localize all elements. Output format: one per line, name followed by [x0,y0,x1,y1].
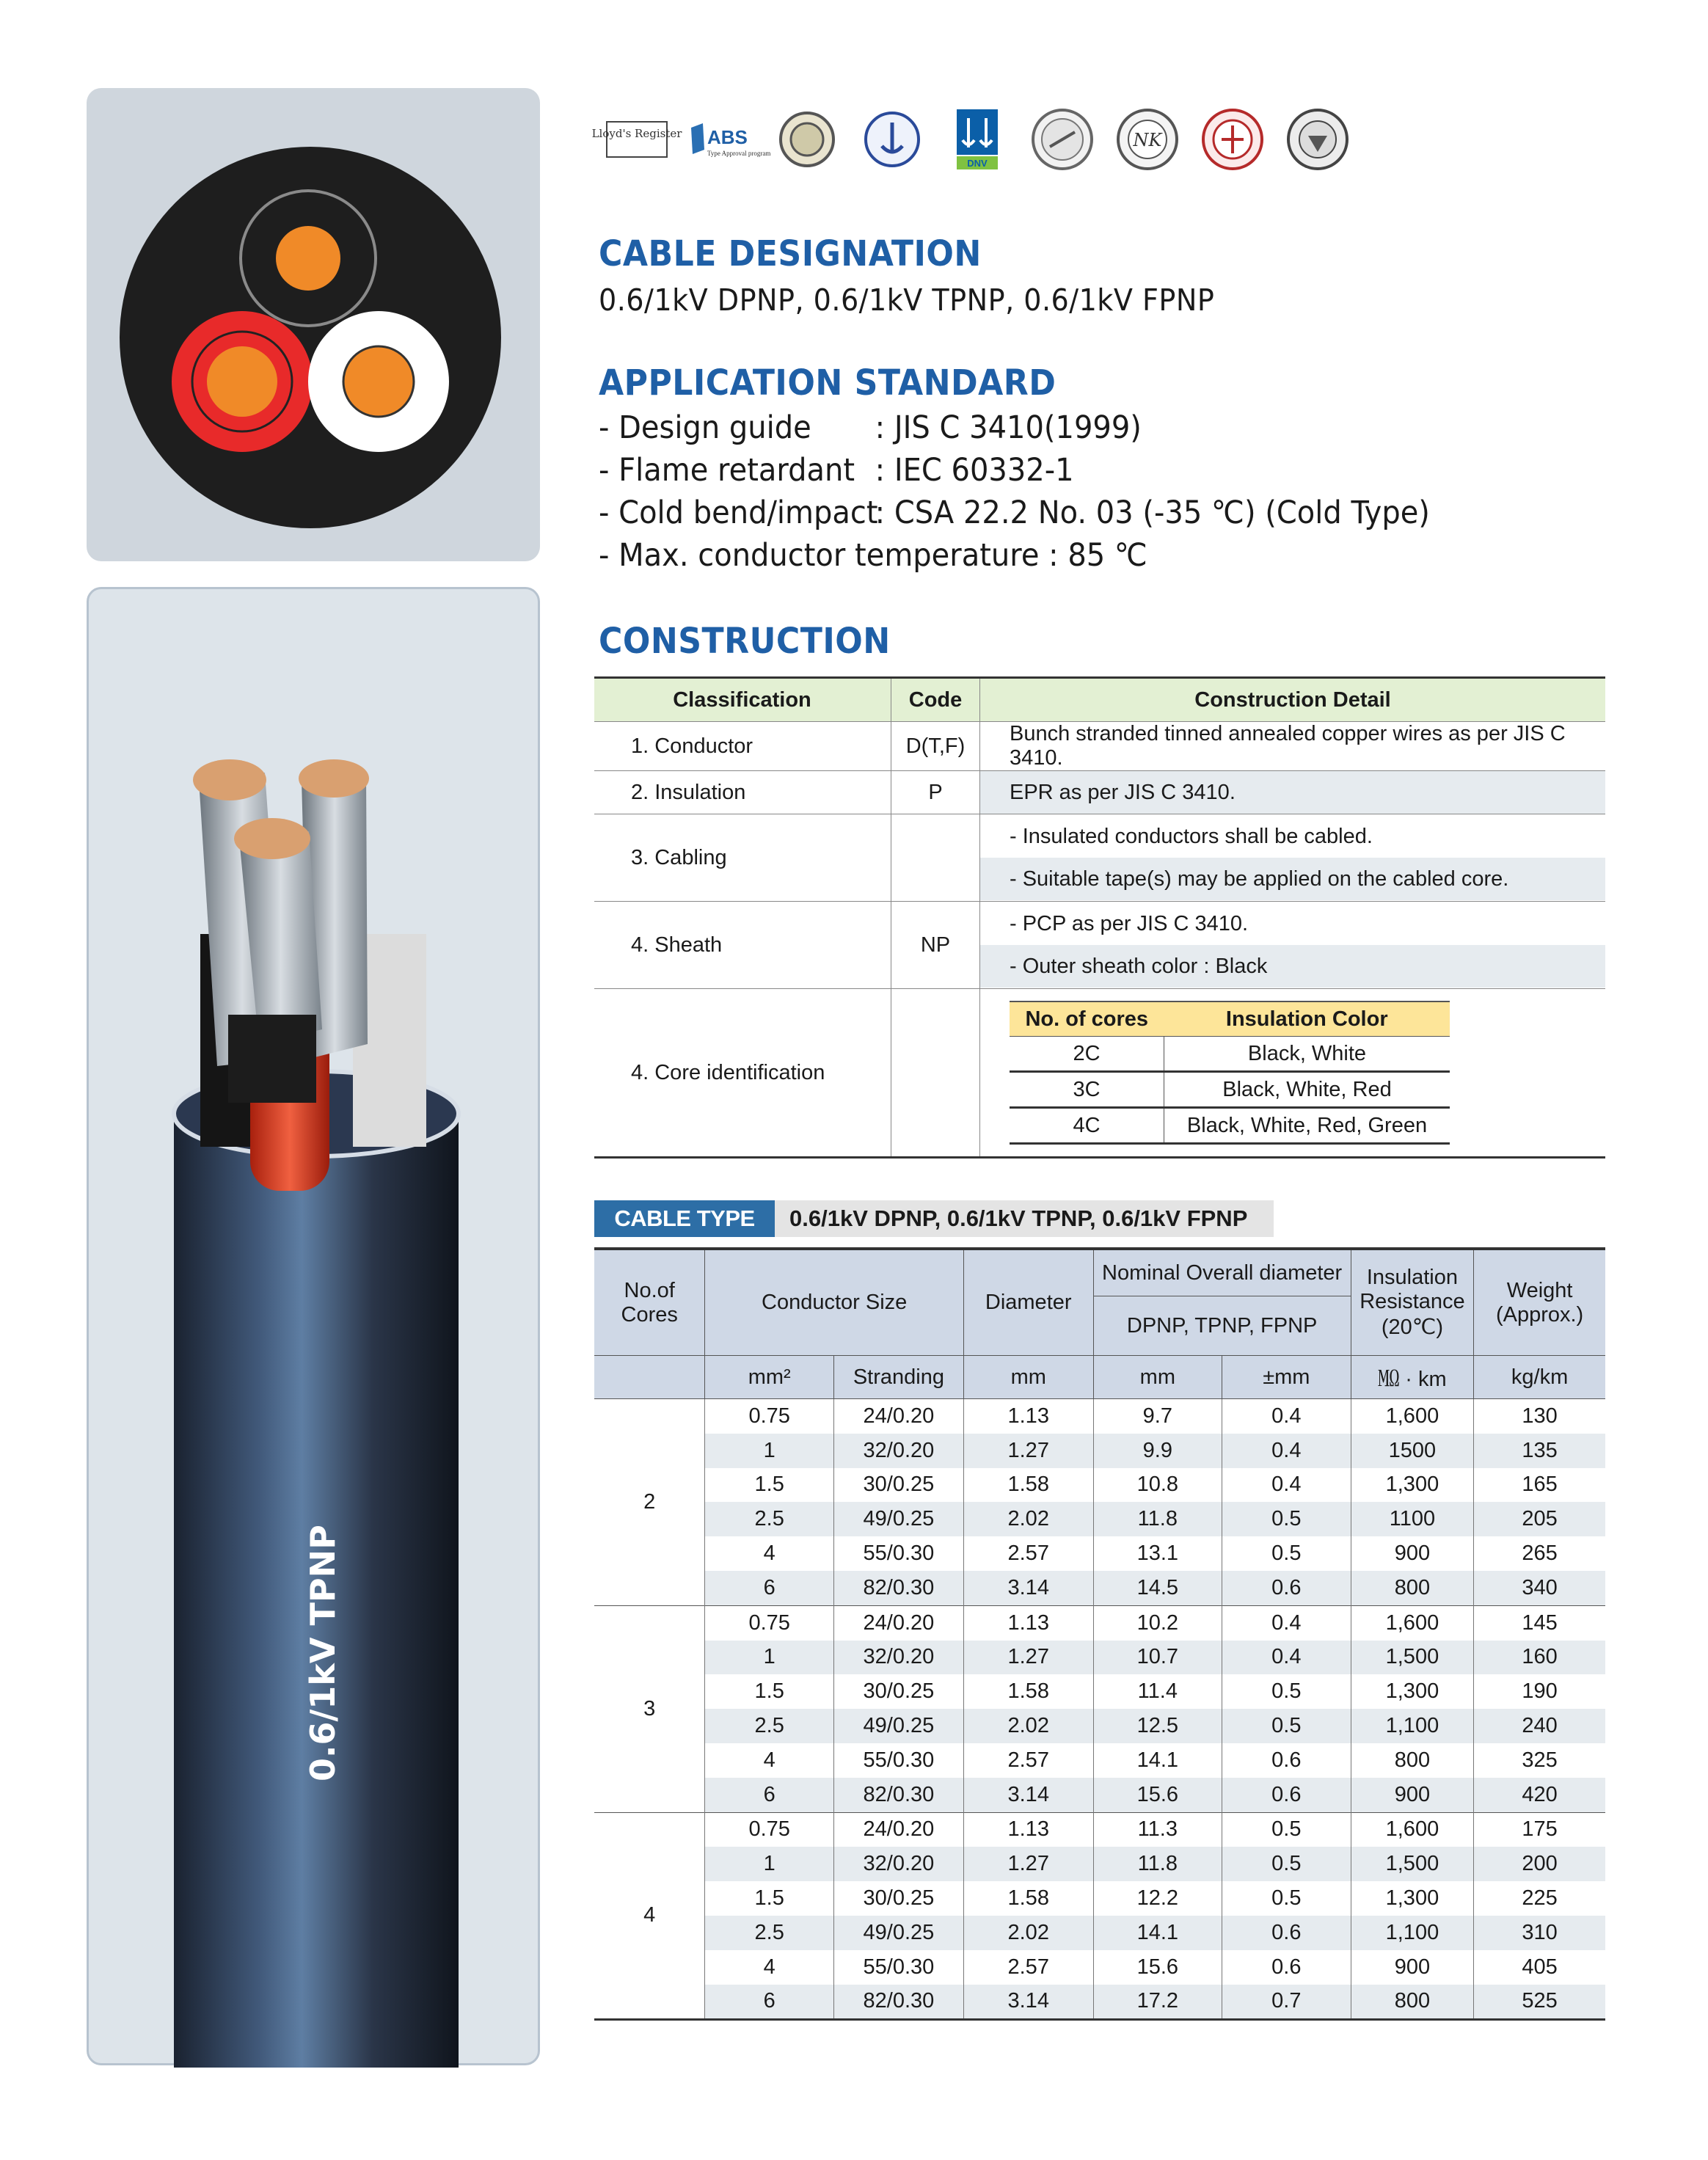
unit-mm: mm [963,1356,1093,1399]
cell-weight: 175 [1474,1812,1605,1847]
cell-weight: 160 [1474,1641,1605,1675]
core-identification-table [1010,1001,1450,1145]
cell-nominal-od: 11.8 [1093,1502,1222,1536]
cell-tolerance: 0.5 [1222,1812,1351,1847]
cell-stranding: 55/0.30 [833,1950,963,1985]
cell-tolerance: 0.5 [1222,1536,1351,1571]
nk-logo [1111,106,1184,172]
table-row [594,1812,1605,1847]
cell-size: 1.5 [705,1881,834,1916]
standard-value: : 85 ℃ [1048,537,1147,574]
standard-cold-bend [599,495,1430,531]
cell-weight: 525 [1474,1985,1605,2020]
abs-logo-text: ABS [707,126,748,148]
rina-logo [855,106,929,172]
cell-size: 1 [705,1641,834,1675]
cell-tolerance: 0.5 [1222,1709,1351,1743]
bv-logo [770,106,844,172]
table-row [594,1847,1605,1881]
cell-cores: 4 [594,1812,705,2020]
construction-code [891,814,980,902]
cell-stranding: 32/0.20 [833,1641,963,1675]
core-count: 4C [1010,1108,1164,1144]
cell-weight: 165 [1474,1468,1605,1503]
cell-size: 4 [705,1743,834,1778]
cell-stranding: 24/0.20 [833,1605,963,1640]
table-row [594,1605,1605,1640]
table-row [594,1434,1605,1468]
construction-heading: CONSTRUCTION [599,621,891,662]
cable-spec-table [594,1247,1605,2021]
cable-print-text: 0.6/1kV TPNP [303,1525,343,1781]
cell-diameter: 2.57 [963,1743,1093,1778]
cell-insulation-resistance: 800 [1351,1743,1474,1778]
standard-value: : JIS C 3410(1999) [875,409,1142,446]
unit-mm2: mm² [705,1356,834,1399]
construction-header-classification: Classification [594,678,891,722]
spec-table-body [594,1399,1605,2020]
standard-design-guide [599,409,1142,446]
cell-tolerance: 0.6 [1222,1743,1351,1778]
cell-insulation-resistance: 1,500 [1351,1641,1474,1675]
core-header-cores: No. of cores [1010,1001,1164,1037]
cell-weight: 325 [1474,1743,1605,1778]
cable-cross-section-image [87,88,540,561]
construction-classification: 4. Sheath [594,902,891,989]
cell-diameter: 1.13 [963,1399,1093,1434]
cell-weight: 130 [1474,1399,1605,1434]
cell-size: 2.5 [705,1916,834,1950]
cell-nominal-od: 11.3 [1093,1812,1222,1847]
cell-insulation-resistance: 1,100 [1351,1709,1474,1743]
cell-insulation-resistance: 1,600 [1351,1399,1474,1434]
header-weight: Weight (Approx.) [1474,1249,1605,1356]
standard-max-temperature [599,537,1147,574]
cell-size: 2.5 [705,1502,834,1536]
construction-code: P [891,771,980,814]
cell-nominal-od: 12.5 [1093,1709,1222,1743]
construction-code [891,989,980,1158]
cell-insulation-resistance: 1500 [1351,1434,1474,1468]
construction-row [594,814,1605,902]
construction-detail: EPR as per JIS C 3410. [980,771,1606,814]
cable-photo-panel [87,587,540,2065]
cell-nominal-od: 13.1 [1093,1536,1222,1571]
cell-cores: 2 [594,1399,705,1606]
cell-size: 1 [705,1847,834,1881]
construction-detail: - PCP as per JIS C 3410. [1010,911,1249,935]
unit-mm: mm [1093,1356,1222,1399]
dnv-logo [941,106,1014,172]
cell-diameter: 2.02 [963,1709,1093,1743]
cable-designation-heading: CABLE DESIGNATION [599,233,982,274]
construction-detail: - Suitable tape(s) may be applied on the cabled core. [980,858,1605,900]
standard-flame-retardant [599,452,1074,489]
cell-insulation-resistance: 1,500 [1351,1847,1474,1881]
abs-logo-subtext: Type Approval program [707,150,771,157]
cell-tolerance: 0.4 [1222,1434,1351,1468]
cell-cores: 3 [594,1605,705,1812]
cell-nominal-od: 11.4 [1093,1674,1222,1709]
cell-diameter: 2.02 [963,1916,1093,1950]
standard-label: - Cold bend/impact [599,495,878,531]
cell-stranding: 32/0.20 [833,1847,963,1881]
cell-insulation-resistance: 1100 [1351,1502,1474,1536]
core-color: Black, White, Red [1164,1072,1450,1108]
cell-stranding: 30/0.25 [833,1674,963,1709]
cell-tolerance: 0.6 [1222,1916,1351,1950]
cross-section-panel [87,88,540,561]
table-row [594,1641,1605,1675]
unit-weight: kg/km [1474,1356,1605,1399]
table-row [594,1778,1605,1812]
cell-stranding: 82/0.30 [833,1985,963,2020]
cell-insulation-resistance: 900 [1351,1778,1474,1812]
construction-detail: - Insulated conductors shall be cabled. [1010,824,1373,848]
core-row [1010,1108,1450,1144]
cell-tolerance: 0.5 [1222,1847,1351,1881]
dnv-logo-text: DNV [967,158,988,169]
table-row [594,1743,1605,1778]
standard-label: - Design guide [599,409,811,446]
core-row [1010,1037,1450,1072]
cell-diameter: 1.13 [963,1605,1093,1640]
core-count: 3C [1010,1072,1164,1108]
table-row [594,1916,1605,1950]
lloyds-register-logo [591,106,682,172]
header-cores: No.of Cores [594,1249,705,1356]
cell-diameter: 2.57 [963,1950,1093,1985]
construction-header-detail: Construction Detail [980,678,1606,722]
cell-diameter: 2.57 [963,1536,1093,1571]
cell-stranding: 24/0.20 [833,1399,963,1434]
cell-weight: 225 [1474,1881,1605,1916]
cell-diameter: 1.13 [963,1812,1093,1847]
construction-code: NP [891,902,980,989]
cell-insulation-resistance: 1,600 [1351,1605,1474,1640]
construction-classification: 4. Core identification [594,989,891,1158]
cell-nominal-od: 11.8 [1093,1847,1222,1881]
construction-classification: 3. Cabling [594,814,891,902]
table-row [594,1571,1605,1605]
cable-designation-text: 0.6/1kV DPNP, 0.6/1kV TPNP, 0.6/1kV FPNP [599,282,1215,318]
ccs-logo [1196,106,1269,172]
cell-diameter: 1.27 [963,1641,1093,1675]
unit-resistance: ㏁ · km [1351,1356,1474,1399]
construction-detail: - Outer sheath color : Black [980,945,1605,988]
cell-diameter: 3.14 [963,1778,1093,1812]
cell-size: 1.5 [705,1674,834,1709]
cell-insulation-resistance: 1,100 [1351,1916,1474,1950]
cell-size: 0.75 [705,1399,834,1434]
cell-weight: 405 [1474,1950,1605,1985]
construction-row [594,989,1605,1158]
cell-diameter: 3.14 [963,1985,1093,2020]
cell-diameter: 1.58 [963,1881,1093,1916]
cell-insulation-resistance: 1,600 [1351,1812,1474,1847]
cell-diameter: 1.27 [963,1434,1093,1468]
cell-nominal-od: 10.2 [1093,1605,1222,1640]
cell-stranding: 49/0.25 [833,1916,963,1950]
cell-weight: 265 [1474,1536,1605,1571]
cell-nominal-od: 9.7 [1093,1399,1222,1434]
cell-weight: 145 [1474,1605,1605,1640]
cell-nominal-od: 17.2 [1093,1985,1222,2020]
cell-nominal-od: 14.1 [1093,1916,1222,1950]
cell-weight: 190 [1474,1674,1605,1709]
cell-weight: 200 [1474,1847,1605,1881]
construction-header-code: Code [891,678,980,722]
table-row [594,1881,1605,1916]
cell-stranding: 30/0.25 [833,1468,963,1503]
cell-nominal-od: 14.5 [1093,1571,1222,1605]
cell-stranding: 82/0.30 [833,1778,963,1812]
cell-tolerance: 0.6 [1222,1571,1351,1605]
cell-weight: 420 [1474,1778,1605,1812]
cell-weight: 135 [1474,1434,1605,1468]
cell-nominal-od: 10.7 [1093,1641,1222,1675]
header-conductor-size: Conductor Size [705,1249,963,1356]
standard-value: : IEC 60332-1 [875,452,1074,489]
construction-classification: 2. Insulation [594,771,891,814]
core-count: 2C [1010,1037,1164,1072]
cable-type-value: 0.6/1kV DPNP, 0.6/1kV TPNP, 0.6/1kV FPNP [775,1200,1274,1237]
core-header-color: Insulation Color [1164,1001,1450,1037]
cell-tolerance: 0.5 [1222,1881,1351,1916]
cable-type-label: CABLE TYPE [594,1200,775,1237]
cell-size: 1.5 [705,1468,834,1503]
cell-tolerance: 0.5 [1222,1502,1351,1536]
table-row [594,1674,1605,1709]
cell-insulation-resistance: 800 [1351,1571,1474,1605]
standard-label: - Flame retardant [599,452,855,489]
construction-code: D(T,F) [891,722,980,771]
cell-nominal-od: 12.2 [1093,1881,1222,1916]
cell-diameter: 2.02 [963,1502,1093,1536]
cell-size: 0.75 [705,1605,834,1640]
cell-size: 6 [705,1985,834,2020]
table-row [594,1399,1605,1434]
cell-diameter: 1.58 [963,1468,1093,1503]
cell-insulation-resistance: 1,300 [1351,1674,1474,1709]
cell-diameter: 1.58 [963,1674,1093,1709]
cell-diameter: 3.14 [963,1571,1093,1605]
cell-insulation-resistance: 900 [1351,1950,1474,1985]
header-nominal-sub: DPNP, TPNP, FPNP [1093,1296,1351,1356]
cell-stranding: 82/0.30 [833,1571,963,1605]
cell-insulation-resistance: 1,300 [1351,1881,1474,1916]
table-row [594,1468,1605,1503]
kr-logo [1026,106,1099,172]
cell-stranding: 55/0.30 [833,1536,963,1571]
cell-stranding: 30/0.25 [833,1881,963,1916]
crs-logo [1281,106,1354,172]
cell-size: 6 [705,1571,834,1605]
cable-photo-image [89,589,542,2068]
cell-weight: 310 [1474,1916,1605,1950]
table-row [594,1985,1605,2020]
cell-tolerance: 0.4 [1222,1605,1351,1640]
construction-classification: 1. Conductor [594,722,891,771]
cell-size: 4 [705,1536,834,1571]
cell-size: 2.5 [705,1709,834,1743]
cell-nominal-od: 9.9 [1093,1434,1222,1468]
cell-tolerance: 0.4 [1222,1641,1351,1675]
standard-value: : CSA 22.2 No. 03 (-35 ℃) (Cold Type) [875,495,1430,531]
cell-tolerance: 0.7 [1222,1985,1351,2020]
construction-row [594,771,1605,814]
construction-detail: Bunch stranded tinned annealed copper wires as per JIS C 3410. [980,722,1606,771]
cell-size: 0.75 [705,1812,834,1847]
table-row [594,1709,1605,1743]
cell-size: 4 [705,1950,834,1985]
cell-diameter: 1.27 [963,1847,1093,1881]
construction-table [594,676,1605,1159]
core-row [1010,1072,1450,1108]
cell-stranding: 49/0.25 [833,1502,963,1536]
table-row [594,1502,1605,1536]
table-row [594,1536,1605,1571]
standard-label: - Max. conductor temperature [599,537,1040,574]
cell-tolerance: 0.6 [1222,1950,1351,1985]
cell-weight: 205 [1474,1502,1605,1536]
header-nominal-diameter: Nominal Overall diameter [1093,1249,1351,1296]
cell-size: 1 [705,1434,834,1468]
unit-pm-mm: ±mm [1222,1356,1351,1399]
core-color: Black, White, Red, Green [1164,1108,1450,1144]
certification-logos [591,103,1354,176]
construction-row [594,902,1605,989]
table-row [594,1950,1605,1985]
abs-logo [685,106,771,172]
header-diameter: Diameter [963,1249,1093,1356]
cell-nominal-od: 15.6 [1093,1778,1222,1812]
lloyds-logo-text: Lloyd's Register [591,127,682,140]
cell-insulation-resistance: 900 [1351,1536,1474,1571]
cell-tolerance: 0.5 [1222,1674,1351,1709]
construction-row [594,722,1605,771]
header-unit-blank [594,1356,705,1399]
cell-nominal-od: 15.6 [1093,1950,1222,1985]
cell-stranding: 55/0.30 [833,1743,963,1778]
cell-tolerance: 0.4 [1222,1468,1351,1503]
cell-insulation-resistance: 1,300 [1351,1468,1474,1503]
cell-nominal-od: 10.8 [1093,1468,1222,1503]
header-insulation-resistance: Insulation Resistance (20℃) [1351,1249,1474,1356]
cell-size: 6 [705,1778,834,1812]
cell-tolerance: 0.6 [1222,1778,1351,1812]
application-standard-heading: APPLICATION STANDARD [599,362,1056,404]
cell-weight: 240 [1474,1709,1605,1743]
cell-weight: 340 [1474,1571,1605,1605]
cell-stranding: 24/0.20 [833,1812,963,1847]
cell-stranding: 49/0.25 [833,1709,963,1743]
cell-nominal-od: 14.1 [1093,1743,1222,1778]
unit-stranding: Stranding [833,1356,963,1399]
cell-stranding: 32/0.20 [833,1434,963,1468]
cell-insulation-resistance: 800 [1351,1985,1474,2020]
core-color: Black, White [1164,1037,1450,1072]
nk-logo-text: NK [1133,130,1162,150]
cell-tolerance: 0.4 [1222,1399,1351,1434]
